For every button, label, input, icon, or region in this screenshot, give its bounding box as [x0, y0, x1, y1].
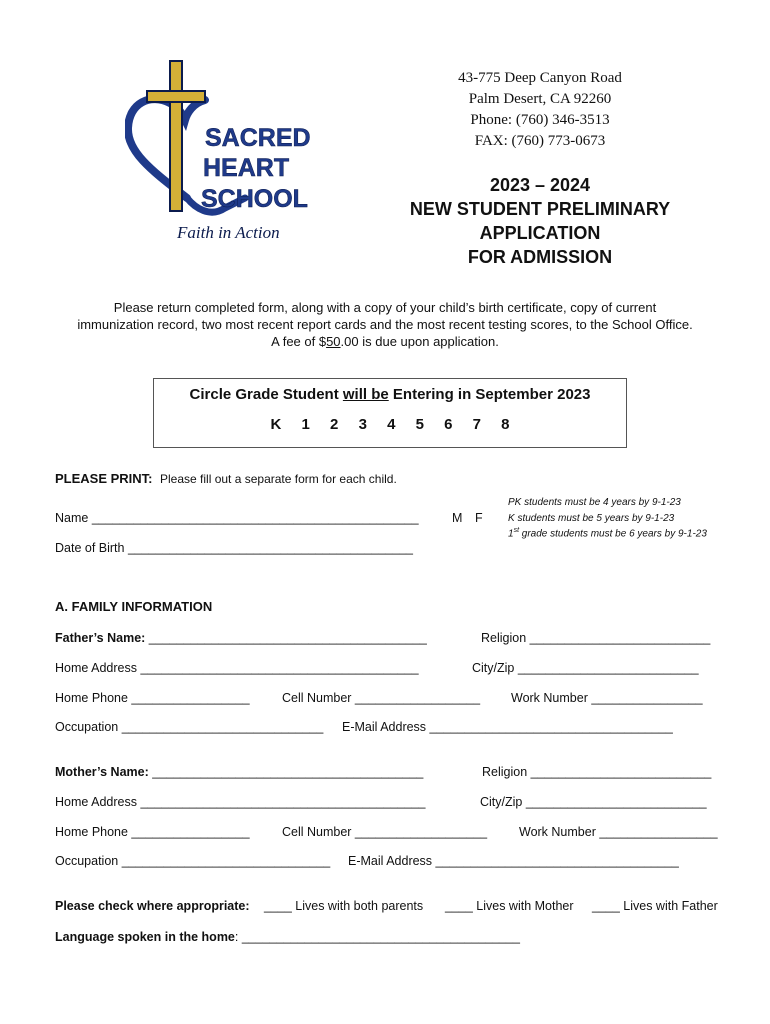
mother-cell-field[interactable]: Cell Number ___________________ [282, 825, 488, 839]
fee-amount: 50 [326, 334, 341, 349]
father-email-field[interactable]: E-Mail Address ___________________________________ [342, 720, 673, 734]
language-field[interactable] [55, 930, 520, 944]
form-title [380, 173, 700, 269]
title-line1: NEW STUDENT PRELIMINARY [409, 199, 671, 219]
grade-heading-a: Circle Grade Student [189, 386, 343, 403]
mother-home-address-field[interactable]: Home Address _________________________________________ [55, 795, 426, 809]
father-cell-field[interactable]: Cell Number __________________ [282, 691, 481, 705]
title-line3: FOR ADMISSION [467, 247, 613, 267]
grade-option[interactable]: 3 [358, 416, 367, 433]
grade-option[interactable]: 5 [415, 416, 424, 433]
grade-heading-will: will be [342, 386, 389, 403]
mother-name-line: _______________________________________ [148, 765, 424, 779]
language-label: Language spoken in the home [55, 930, 235, 944]
mother-home-phone-field[interactable]: Home Phone _________________ [55, 825, 250, 839]
father-work-field[interactable]: Work Number ________________ [511, 691, 703, 705]
mother-name-label: Mother’s Name: [55, 765, 149, 779]
address-fax: FAX: (760) 773-0673 [474, 133, 606, 149]
father-home-phone-field[interactable]: Home Phone _________________ [55, 691, 250, 705]
grade-option[interactable]: K [270, 416, 282, 433]
grade-heading [154, 386, 626, 403]
grade-option[interactable]: 1 [301, 416, 310, 433]
grade-option[interactable]: 6 [444, 416, 453, 433]
grade-heading-b: Entering in September 2023 [388, 386, 591, 403]
grade-option[interactable]: 2 [330, 416, 339, 433]
pk-age-note: PK students must be 4 years by 9-1-23 [508, 497, 681, 508]
school-logo [125, 58, 340, 243]
father-occupation-field[interactable]: Occupation _____________________________ [55, 720, 324, 734]
logo-line2: HEART [203, 154, 290, 182]
lives-with-father-option[interactable]: ____ Lives with Father [592, 899, 718, 913]
mother-email-field[interactable]: E-Mail Address ___________________________________ [348, 854, 679, 868]
school-address [400, 68, 680, 152]
family-information-heading: A. FAMILY INFORMATION [55, 599, 213, 614]
grade-option[interactable]: 8 [501, 416, 510, 433]
lives-with-mother-option[interactable]: ____ Lives with Mother [445, 899, 574, 913]
first-grade-age-note [508, 527, 707, 539]
print-text: Please fill out a separate form for each child. [160, 472, 397, 486]
mother-city-zip-field[interactable]: City/Zip __________________________ [480, 795, 707, 809]
address-street: 43-775 Deep Canyon Road [458, 70, 622, 86]
fee-suffix: .00 is due upon application. [340, 334, 499, 349]
title-year: 2023 – 2024 [489, 175, 591, 195]
intro-line1: Please return completed form, along with a copy of your child’s birth certificate, copy of current [113, 300, 657, 315]
grade-selection-box [153, 378, 627, 448]
language-line: : ________________________________________ [234, 930, 520, 944]
mother-religion-field[interactable]: Religion __________________________ [482, 765, 712, 779]
check-appropriate-label: Please check where appropriate: [55, 899, 250, 913]
k-age-note: K students must be 5 years by 9-1-23 [508, 513, 675, 524]
logo-line3: SCHOOL [201, 185, 308, 213]
grade-options [154, 416, 626, 433]
lives-with-both-option[interactable]: ____ Lives with both parents [264, 899, 424, 913]
gender-female-option[interactable]: F [475, 511, 483, 525]
gender-male-option[interactable]: M [452, 511, 463, 525]
father-name-field[interactable] [55, 631, 427, 645]
print-label: PLEASE PRINT: [55, 471, 153, 486]
title-line2: APPLICATION [479, 223, 601, 243]
student-name-field[interactable]: Name _______________________________________________ [55, 511, 419, 525]
mother-work-field[interactable]: Work Number _________________ [519, 825, 718, 839]
fee-prefix: A fee of $ [271, 334, 327, 349]
sacred-heart-cross-logo [125, 58, 340, 243]
first-rest: grade students must be 6 years by 9-1-23 [519, 528, 707, 540]
father-name-line: ________________________________________ [145, 631, 427, 645]
date-of-birth-field[interactable]: Date of Birth _________________________________________ [55, 541, 413, 555]
logo-tagline: Faith in Action [177, 223, 280, 242]
father-home-address-field[interactable]: Home Address ________________________________________ [55, 661, 419, 675]
father-city-zip-field[interactable]: City/Zip __________________________ [472, 661, 699, 675]
instructions [40, 299, 730, 350]
intro-line2: immunization record, two most recent report cards and the most recent testing scores, to the School Office. [77, 317, 693, 332]
father-name-label: Father’s Name: [55, 631, 146, 645]
father-religion-field[interactable]: Religion __________________________ [481, 631, 711, 645]
print-instruction [55, 471, 397, 486]
first-num: 1 [508, 528, 514, 540]
grade-option[interactable]: 7 [472, 416, 481, 433]
address-phone: Phone: (760) 346-3513 [470, 112, 610, 128]
logo-line1: SACRED [205, 124, 311, 152]
intro-line3 [40, 333, 730, 350]
mother-occupation-field[interactable]: Occupation ______________________________ [55, 854, 331, 868]
mother-name-field[interactable] [55, 765, 423, 779]
address-city: Palm Desert, CA 92260 [468, 91, 612, 107]
first-sup: st [513, 527, 520, 534]
grade-option[interactable]: 4 [387, 416, 396, 433]
